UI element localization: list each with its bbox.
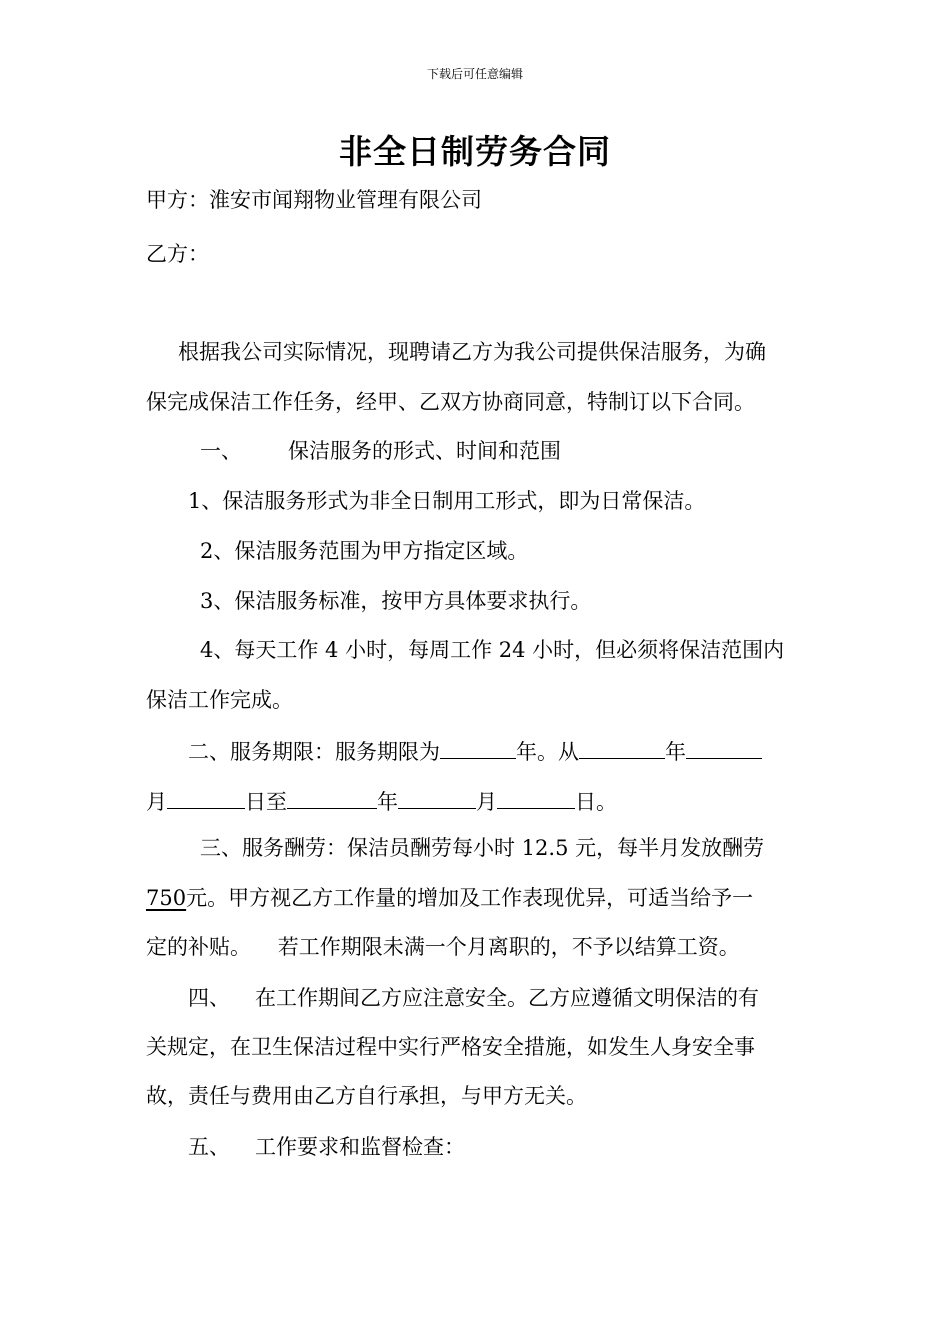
section-4-line-3: 故，责任与费用由乙方自行承担，与甲方无关。: [146, 1084, 587, 1108]
end-month-blank[interactable]: [398, 786, 476, 809]
section-2-until-label: 日至: [245, 790, 287, 814]
section-4-line-2: 关规定，在卫生保洁过程中实行严格安全措施，如发生人身安全事: [146, 1035, 755, 1059]
item-4-line-2: 保洁工作完成。: [146, 688, 293, 712]
section-4-number: 四、: [188, 986, 230, 1010]
item-3: 3、保洁服务标准，按甲方具体要求执行。: [200, 589, 592, 613]
section-1-number: 一、: [200, 439, 242, 463]
section-5-title: 工作要求和监督检查：: [255, 1135, 465, 1159]
section-1-heading: [200, 437, 561, 465]
section-2-line-1: [188, 736, 762, 766]
section-4-heading: [188, 984, 759, 1012]
item-4-line-1: 4、每天工作 4 小时，每周工作 24 小时，但必须将保洁范围内: [200, 638, 785, 662]
section-3-line-2: [146, 884, 753, 912]
party-a: 甲方：淮安市闻翔物业管理有限公司: [146, 188, 482, 212]
section-3-line-3: 定的补贴。 若工作期限未满一个月离职的，不予以结算工资。: [146, 935, 740, 959]
start-day-blank[interactable]: [167, 786, 245, 809]
end-day-blank[interactable]: [497, 786, 575, 809]
section-2-line-2: [146, 786, 617, 816]
section-5-number: 五、: [188, 1135, 230, 1159]
section-2-text-2: 年: [665, 740, 686, 764]
header-note: 下载后可任意编辑: [426, 67, 523, 81]
monthly-amount: 750: [146, 886, 187, 910]
party-b: 乙方：: [146, 242, 209, 266]
end-year-blank[interactable]: [287, 786, 377, 809]
section-2-day-label: 日。: [575, 790, 617, 814]
section-2-text-1: 年。从: [516, 740, 579, 764]
section-1-title: 保洁服务的形式、时间和范围: [288, 439, 561, 463]
section-2-year-label: 年: [377, 790, 398, 814]
section-2-month-label-2: 月: [476, 790, 497, 814]
section-3-line-1: 三、服务酬劳：保洁员酬劳每小时 12.5 元，每半月发放酬劳: [200, 836, 765, 860]
section-3-line-2-text: 元。甲方视乙方工作量的增加及工作表现优异，可适当给予一: [186, 886, 754, 910]
start-month-blank[interactable]: [686, 736, 762, 759]
item-1: 1、保洁服务形式为非全日制用工形式，即为日常保洁。: [188, 489, 706, 513]
intro-line-2: 保完成保洁工作任务，经甲、乙双方协商同意，特制订以下合同。: [146, 390, 755, 414]
intro-line-1: 根据我公司实际情况，现聘请乙方为我公司提供保洁服务，为确: [178, 340, 766, 364]
section-2-month-label: 月: [146, 790, 167, 814]
years-blank[interactable]: [440, 736, 516, 759]
start-year-blank[interactable]: [579, 736, 665, 759]
document-title: 非全日制劳务合同: [339, 132, 611, 171]
section-4-line-1: 在工作期间乙方应注意安全。乙方应遵循文明保洁的有: [255, 986, 759, 1010]
item-2: 2、保洁服务范围为甲方指定区域。: [200, 539, 529, 563]
section-2-lead: 二、服务期限：服务期限为: [188, 740, 440, 764]
section-5-heading: [188, 1133, 465, 1161]
